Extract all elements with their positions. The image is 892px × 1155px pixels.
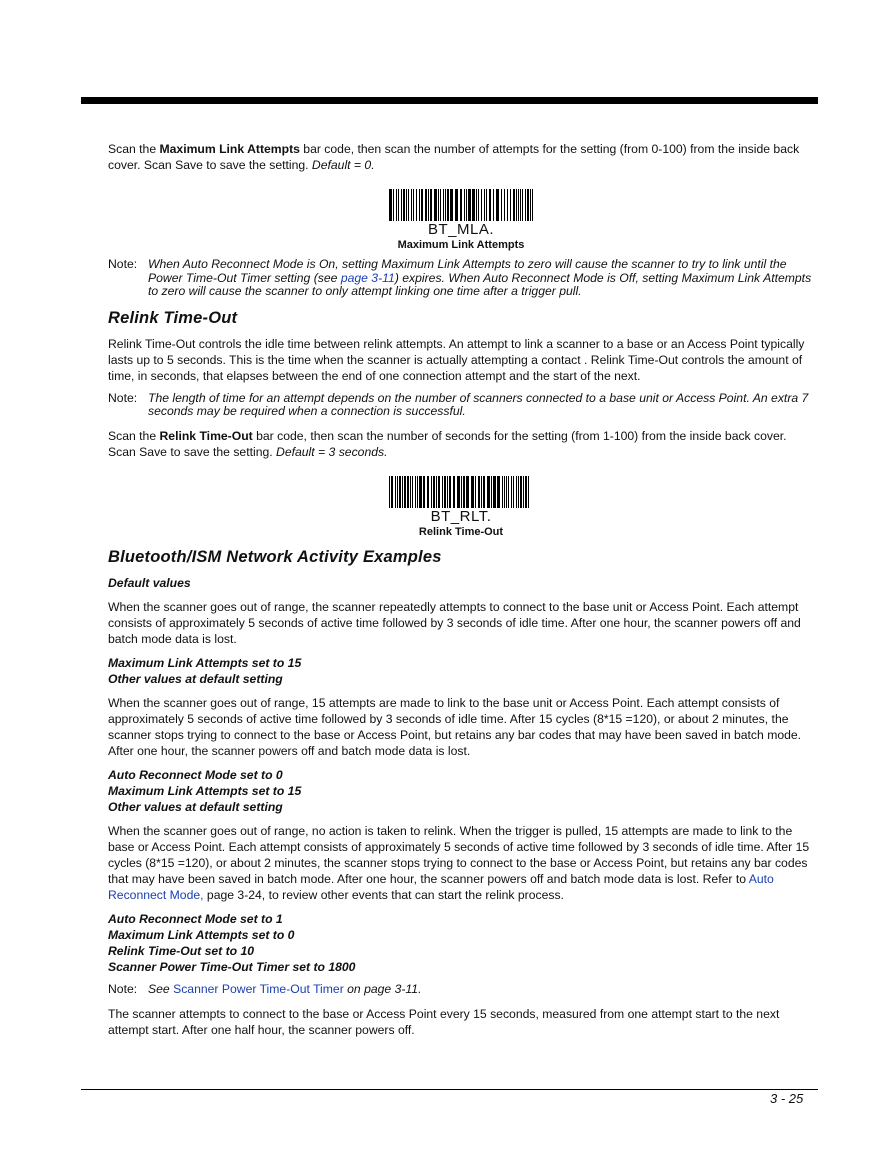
note-label: Note: xyxy=(108,257,138,271)
example-arm-1 xyxy=(108,911,814,1039)
example-note xyxy=(108,983,814,997)
header-rule xyxy=(81,97,818,104)
mla-barcode-text: BT_MLA. xyxy=(427,221,495,238)
power-timeout-link[interactable]: Scanner Power Time-Out Timer xyxy=(173,981,344,996)
note-text: When Auto Reconnect Mode is On, setting Maximum Link Attempts to zero will cause the scanner to try to link until the Power Time-Out Timer setting (see page 3-11) expires. When Auto Reconnect Mode is Off, setting Maximum Link Attempts to zero will cause the scanner to only attempt linking one time after a trigger pull. xyxy=(148,257,812,298)
example-text: The scanner attempts to connect to the base or Access Point every 15 seconds, measured from one attempt start to the next attempt start. After one half hour, the scanner powers off. xyxy=(108,1007,780,1037)
example-heading: Scanner Power Time-Out Timer set to 1800 xyxy=(108,959,356,974)
mla-note xyxy=(108,258,814,299)
example-text: When the scanner goes out of range, 15 attempts are made to link to the base unit or Access Point. Each attempt consists of approximately 5 seconds of active time followed by 3 seconds of idle time. After 15 cycles (8*15 =120), or about 2 minutes, the scanner stops trying to connect to the base or Access Point, but retains any bar codes that may have been saved in batch mode. After one hour, the scanner powers off and batch mode data is lost. xyxy=(108,695,802,758)
example-heading: Maximum Link Attempts set to 0 xyxy=(108,927,295,942)
rlt-barcode[interactable] xyxy=(387,476,535,508)
note-label: Note: xyxy=(108,390,138,405)
relink-heading: Relink Time-Out xyxy=(108,308,238,327)
rlt-barcode-label: Relink Time-Out xyxy=(418,525,504,538)
mla-barcode-label: Maximum Link Attempts xyxy=(397,239,525,251)
relink-note xyxy=(108,392,814,419)
example-text: When the scanner goes out of range, the scanner repeatedly attempts to connect to the base unit or Access Point. Each attempt consists of approximately 5 seconds of active time followed by 3 seconds of idle time. After one hour, the scanner powers off and batch mode data is lost. xyxy=(108,599,801,646)
example-default xyxy=(108,575,814,647)
note-text: The length of time for an attempt depends on the number of scanners connected to a base unit or Access Point. An extra 7 seconds may be required when a connection is successful. xyxy=(148,390,809,418)
example-mla-15 xyxy=(108,655,814,759)
example-heading: Other values at default setting xyxy=(108,671,283,686)
example-text: When the scanner goes out of range, no action is taken to relink. When the trigger is pulled, 15 attempts are made to link to the base or Access Point. Each attempt consists of approximately 5 seconds of active time followed by 3 seconds of idle time. After 15 cycles (8*15 =120), or about 2 minutes, the scanner stops trying to connect to the base or Access Point, but retains any bar codes that may have been saved in batch mode. After one hour, the scanner powers off and batch mode data is lost. Refer to Auto Reconnect Mode, page 3-24, to review other events that can start the relink process. xyxy=(108,823,810,902)
example-heading: Relink Time-Out set to 10 xyxy=(108,943,255,958)
example-heading: Auto Reconnect Mode set to 1 xyxy=(108,911,283,926)
mla-barcode[interactable] xyxy=(387,189,535,221)
page-content xyxy=(108,141,814,1046)
rlt-barcode-block xyxy=(108,476,814,538)
note-label: Note: xyxy=(108,981,138,996)
example-heading: Auto Reconnect Mode set to 0 xyxy=(108,767,283,782)
note-text: See Scanner Power Time-Out Timer on page 3-11. xyxy=(148,981,422,996)
relink-description: Relink Time-Out controls the idle time between relink attempts. An attempt to link a scanner to a base or an Access Point typically lasts up to 5 seconds. This is the time when the scanner is actually attempting a contact . Relink Time-Out controls the amount of time, in seconds, that elapses between the end of one connection attempt and the start of the next. xyxy=(108,336,805,383)
example-arm-0 xyxy=(108,767,814,903)
relink-intro: Scan the Relink Time-Out bar code, then scan the number of seconds for the setting (from 1-100) from the inside back cover. Scan Save to save the setting. Default = 3 seconds. xyxy=(108,428,787,459)
page-link[interactable]: page 3-11 xyxy=(340,270,395,285)
example-heading: Default values xyxy=(108,575,191,590)
example-heading: Other values at default setting xyxy=(108,799,283,814)
mla-barcode-block xyxy=(108,189,814,251)
examples-heading: Bluetooth/ISM Network Activity Examples xyxy=(108,547,442,566)
page-number: 3 - 25 xyxy=(770,1091,804,1106)
auto-reconnect-link[interactable]: Auto Reconnect Mode, xyxy=(108,871,774,902)
rlt-barcode-text: BT_RLT. xyxy=(430,507,492,525)
mla-intro: Scan the Maximum Link Attempts bar code, then scan the number of attempts for the setting (from 0-100) from the inside back cover. Scan Save to save the setting. Default = 0. xyxy=(108,142,800,172)
example-heading: Maximum Link Attempts set to 15 xyxy=(108,655,302,670)
example-heading: Maximum Link Attempts set to 15 xyxy=(108,783,302,798)
footer-rule xyxy=(81,1089,818,1090)
